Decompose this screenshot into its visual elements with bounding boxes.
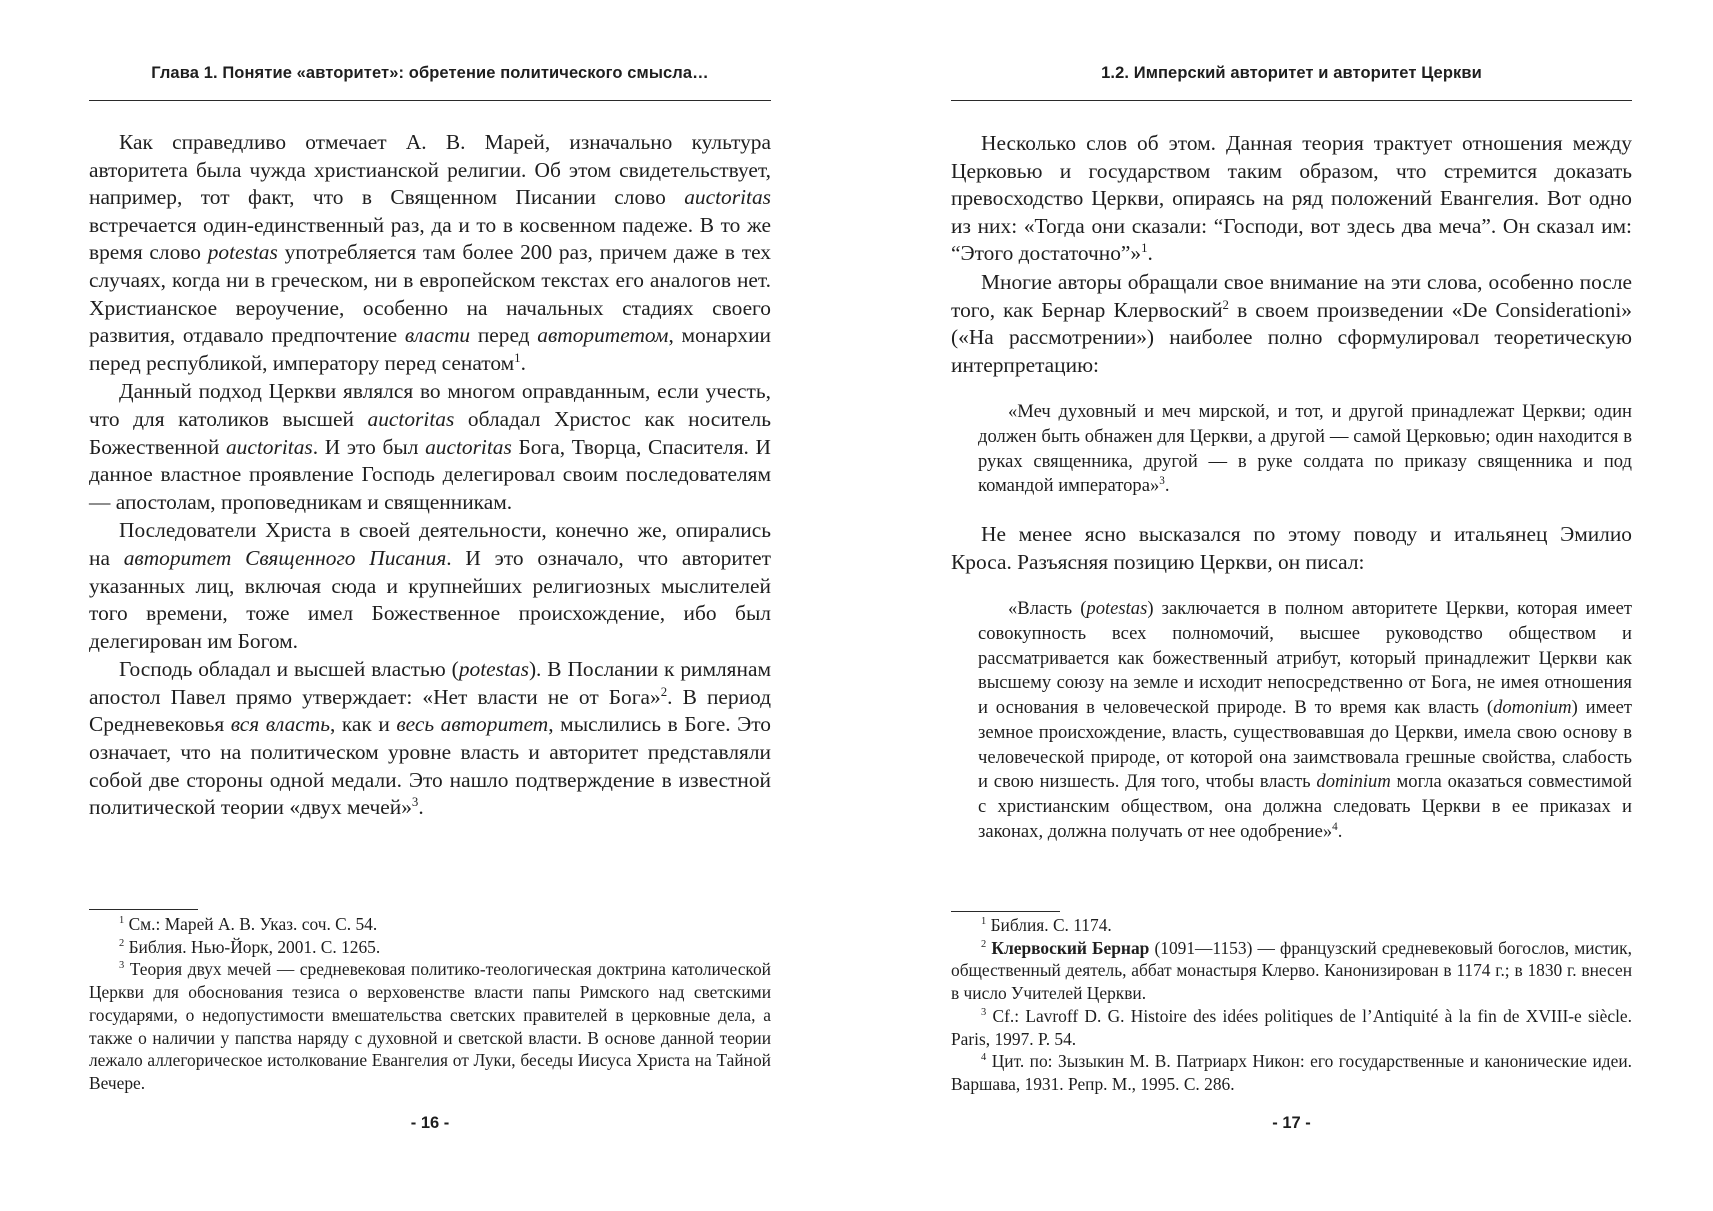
footnote-ref-r4: 4 [1332, 820, 1338, 833]
body-text-right [951, 130, 1632, 866]
footnote-ref-r3: 3 [1159, 475, 1165, 488]
block-quote-1: «Меч духовный и меч мирской, и тот, и другой принадлежат Церкви; один должен быть обнажен для Церкви, а другой — самой Церковью; один находится в руках священника, другой — в руке солдата по приказу священника и под командой императора»$^3$. [978, 401, 1632, 497]
footnote-rule-right [951, 911, 1060, 912]
running-head-left: Глава 1. Понятие «авторитет»: обретение политического смысла… [151, 64, 709, 82]
left-page [89, 0, 771, 1211]
paragraph-5: Несколько слов об этом. Данная теория трактует отношения между Церковью и государством таким образом, что стремится доказать превосходство Церкви, опираясь на ряд положений Евангелия. Вот одно из них: «Тогда они сказали: “Господи, вот здесь два меча”. Он сказал им: “Этого достаточно”»$^1$. [951, 131, 1632, 266]
footnote-ref-r1: 1 [1141, 241, 1148, 256]
footnote-r4: $^4$ Цит. по: Зызыкин М. В. Патриарх Никон: его государственные и канонические идеи. Варшава, 1931. Репр. М., 1995. С. 286. [951, 1051, 1632, 1094]
header-rule-right [951, 100, 1632, 101]
paragraph-1: Как справедливо отмечает А. В. Марей, изначально культура авторитета была чужда христианской религии. Об этом свидетельствует, например, тот факт, что в Священном Писании слово auctoritas встречается один-единственный раз, да и то в косвенном падеже. В то же время слово potestas употребляется там более 200 раз, причем даже в тех случаях, когда ни в греческом, ни в европейском текстах его аналогов нет. Христианское вероучение, особенно на начальных стадиях своего развития, отдавало предпочтение власти перед авторитетом, монархии перед республикой, императору перед сенатом$^1$. [89, 130, 772, 375]
footnotes-right [951, 914, 1632, 1096]
paragraph-2: Данный подход Церкви являлся во многом оправданным, если учесть, что для католиков высшей auctoritas обладал Христос как носитель Божественной auctoritas. И это был auctoritas Бога, Творца, Спасителя. И данное властное проявление Господь делегировал своим последователям — апостолам, проповедникам и священникам. [89, 379, 771, 514]
footnote-ref-r2: 2 [1222, 297, 1229, 312]
block-quote-2: «Власть (potestas) заключается в полном авторитете Церкви, которая имеет совокупность всех полномочий, высшее руководство обществом и рассматривается как божественный атрибут, который принадлежит Церкви как высшему союзу на земле и исходит непосредственно от Бога, не имея отношения и основания в человеческой природе. В то время как власть (domonium) имеет земное происхождение, власть, существовавшая до Церкви, имела свою основу в человеческой природе, от которой она заимствовала грешные свойства, слабость и свою низшесть. Для того, чтобы власть dominium могла оказаться совместимой с христианским обществом, она должна следовать Церкви в ее приказах и законах, должна получать от нее одобрение»$^4$. [978, 598, 1632, 842]
running-head-right: 1.2. Имперский авторитет и авторитет Церкви [1101, 64, 1482, 82]
footnote-ref-1: 1 [514, 350, 521, 365]
paragraph-4: Господь обладал и высшей властью (potestas). В Послании к римлянам апостол Павел прямо утверждает: «Нет власти не от Бога»$^2$. В период Средневековья вся власть, как и весь авторитет, мыслились в Боге. Это означает, что на политическом уровне власть и авторитет представляли собой две стороны одной медали. Это нашло подтверждение в известной политической теории «двух мечей»$^3$. [89, 657, 772, 820]
footnote-r2: $^2$ Клервоский Бернар (1091—1153) — французский средневековый богослов, мистик, общественный деятель, аббат монастыря Клерво. Канонизирован в 1174 г.; в 1830 г. внесен в число Учителей Церкви. [951, 937, 1632, 1004]
page-number-left: - 16 - [410, 1114, 450, 1132]
footnote-r3: $^3$ Cf.: Lavroff D. G. Histoire des idées politiques de l’Antiquité à la fin de XVIII-e siècle. Paris, 1997. P. 54. [951, 1005, 1632, 1049]
footnote-1: $^1$ См.: Марей А. В. Указ. соч. С. 54. [119, 914, 378, 934]
paragraph-6: Многие авторы обращали свое внимание на эти слова, особенно после того, как Бернар Клервоский$^2$ в своем произведении «De Considerationi» («На рассмотрении») наиболее полно сформулировал теоретическую интерпретацию: [951, 269, 1632, 377]
footnote-2: $^2$ Библия. Нью-Йорк, 2001. С. 1265. [119, 936, 381, 957]
footnote-ref-2: 2 [660, 684, 668, 699]
page-number-right: - 17 - [1272, 1114, 1311, 1132]
footnote-3: $^3$ Теория двух мечей — средневековая политико-теологическая доктрина католической Церкви для обоснования тезиса о верховенстве власти папы Римского над светскими государями, о недопустимости вмешательства светских правителей в церковные дела, а также о наличии у папства наряду с духовной и светской власти. В основе данной теории лежало аллегорическое истолкование Евангелия от Луки, беседы Иисуса Христа на Тайной Вечере. [89, 959, 771, 1093]
footnote-r1: $^1$ Библия. С. 1174. [981, 915, 1112, 935]
footnote-ref-3: 3 [411, 795, 419, 810]
header-rule-left [89, 100, 771, 101]
paragraph-3: Последователи Христа в своей деятельности, конечно же, опирались на авторитет Священного Писания. И это означало, что авторитет указанных лиц, включая сюда и крупнейших религиозных мыслителей того времени, тоже имел Божественное происхождение, ибо был делегирован им Богом. [89, 518, 771, 653]
right-page [951, 0, 1632, 1211]
footnote-rule-left [89, 909, 198, 910]
footnotes-left [89, 913, 771, 1095]
paragraph-7: Не менее ясно высказался по этому поводу и итальянец Эмилио Кроса. Разъясняя позицию Церкви, он писал: [951, 522, 1632, 574]
body-text-left [89, 129, 771, 822]
